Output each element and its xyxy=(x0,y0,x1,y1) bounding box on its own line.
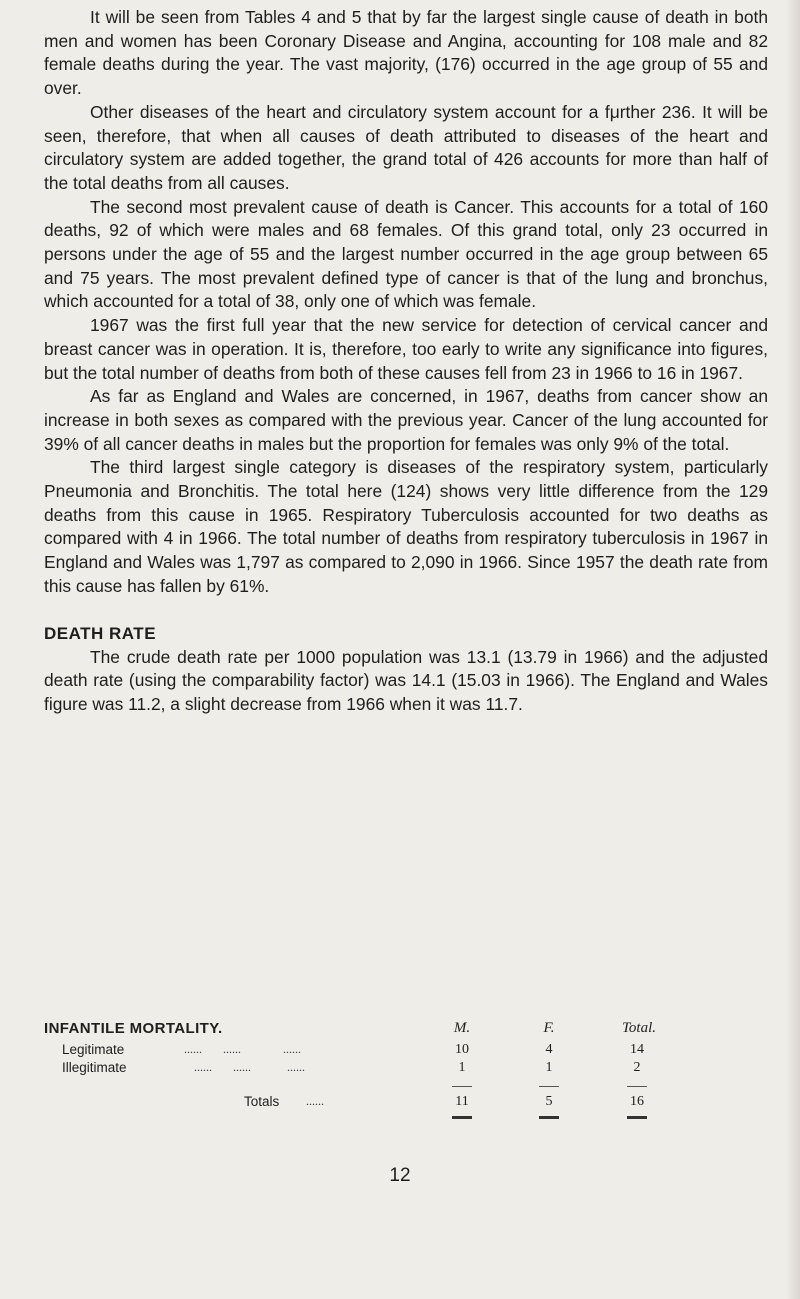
body-text xyxy=(44,6,768,717)
table-row xyxy=(44,1060,744,1078)
header-female: F. xyxy=(543,1020,555,1036)
leader-dots: ...... ...... ...... xyxy=(194,1060,305,1074)
totals-label: Totals xyxy=(244,1094,280,1109)
paragraph-death-rate: The crude death rate per 1000 population was 13.1 (13.79 in 1966) and the adjusted death rate (using the comparability factor) was 14.1 (15.03 in 1966). The England and Wales figure was 11.2, a slight decrease from 1966 when it was 11.7. xyxy=(44,646,768,714)
page-edge-shadow xyxy=(786,0,800,1299)
header-male: M. xyxy=(453,1020,471,1036)
paragraph-cancer: The second most prevalent cause of death is Cancer. This accounts for a total of 160 deaths, 92 of which were males and 68 females. Of this grand total, only 23 occurred in persons under the age of 55 and the largest number occurred in the age group between 65 and 75 years. The most prevalent defined type of cancer is that of the lung and bronchus, which accounted for a total of 38, only one of which was female. xyxy=(44,196,768,312)
row-label: Legitimate xyxy=(62,1042,125,1057)
infant-mortality-table xyxy=(44,1020,744,1122)
leader-dots: ...... xyxy=(306,1094,324,1108)
cell-female: 4 xyxy=(545,1042,553,1057)
paragraph-england-wales: As far as England and Wales are concerned, in 1967, deaths from cancer show an increase in both sexes as compared with the previous year. Cancer of the lung accounted for 39% of all cancer deaths in males but the proportion for females was only 9% of the total. xyxy=(44,386,768,454)
paragraph-respiratory: The third largest single category is diseases of the respiratory system, particularly Pneumonia and Bronchitis. The total here (124) shows very little difference from the 129 deaths from this cause in 1965. Respiratory Tuberculosis accounted for two deaths as compared with 4 in 1966. The total number of deaths from respiratory tuberculosis in 1967 in England and Wales was 1,797 as compared to 2,090 in 1966. Since 1957 the death rate from this cause has fallen by 61%. xyxy=(44,457,768,596)
paragraph-circulatory: Other diseases of the heart and circulatory system account for a fμrther 236. It will be seen, therefore, that when all causes of death attributed to diseases of the heart and circulatory system are added together, the grand total of 426 accounts for more than half of the total deaths from all causes. xyxy=(44,101,768,193)
header-total: Total. xyxy=(621,1020,657,1036)
total-rules xyxy=(44,1112,744,1122)
subtotal-rules xyxy=(44,1078,744,1094)
cell-male: 1 xyxy=(458,1060,466,1075)
cell-female: 1 xyxy=(545,1060,553,1075)
paragraph-coronary: It will be seen from Tables 4 and 5 that by far the largest single cause of death in both men and women has been Coronary Disease and Angina, accounting for 108 male and 82 female deaths during the year. The vast majority, (176) occurred in the age group of 55 and over. xyxy=(44,7,768,99)
paragraph-cervical: 1967 was the first full year that the new service for detection of cervical cancer and breast cancer was in operation. It is, therefore, too early to write any significance into figures, but the total number of deaths from both of these causes fell from 23 in 1966 to 16 in 1967. xyxy=(44,315,768,383)
cell-total: 14 xyxy=(630,1042,644,1057)
leader-dots: ...... ...... ...... xyxy=(184,1042,301,1056)
total-male: 11 xyxy=(455,1094,469,1109)
cell-total: 2 xyxy=(633,1060,641,1075)
table-title: INFANTILE MORTALITY. xyxy=(44,1020,223,1037)
cell-male: 10 xyxy=(455,1042,469,1057)
total-total: 16 xyxy=(630,1094,644,1109)
total-female: 5 xyxy=(545,1094,553,1109)
table-row xyxy=(44,1042,744,1060)
totals-row xyxy=(44,1094,744,1112)
death-rate-heading: DEATH RATE xyxy=(44,623,157,643)
row-label: Illegitimate xyxy=(62,1060,127,1075)
page-number: 12 xyxy=(389,1165,411,1186)
